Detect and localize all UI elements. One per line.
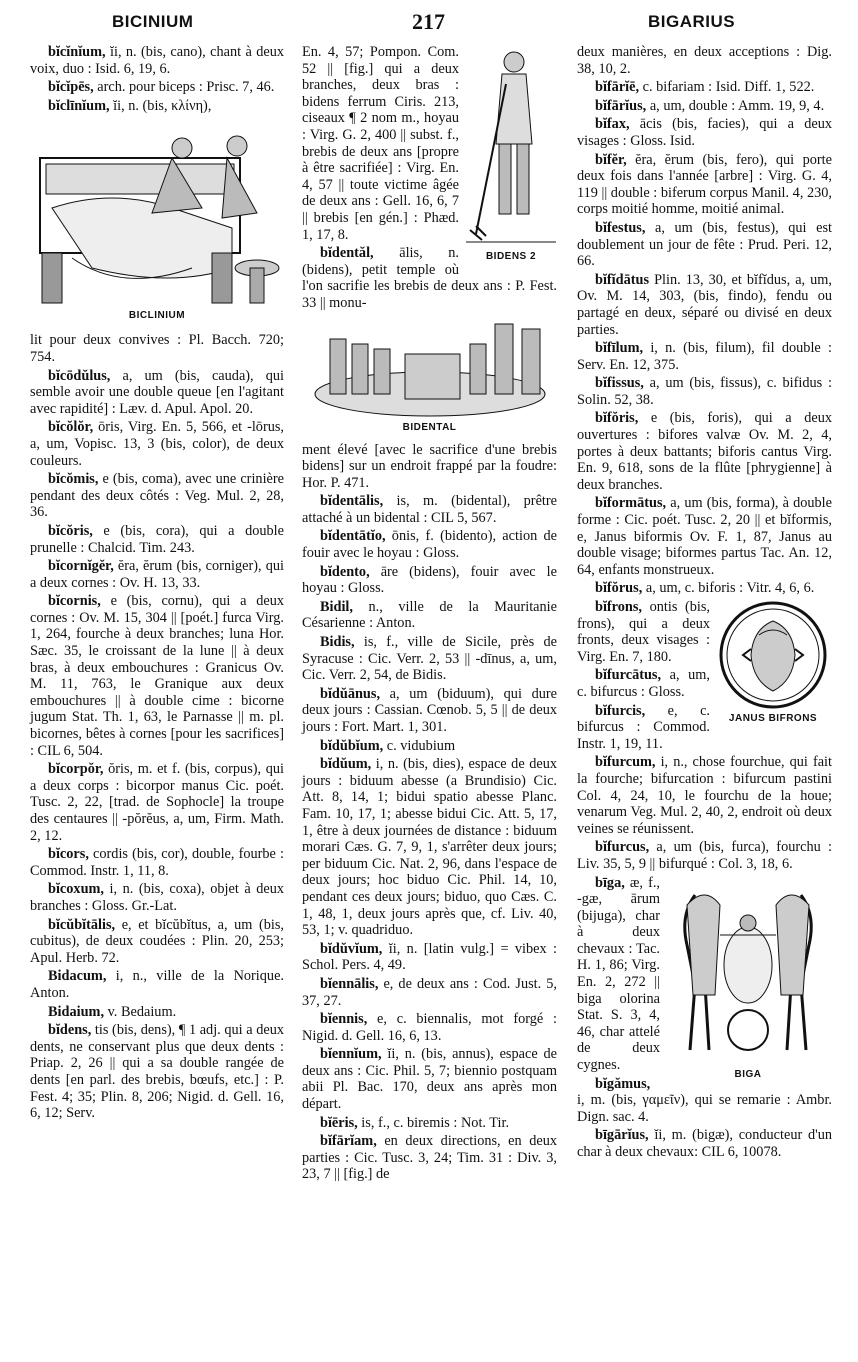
definition: is, m. (bidental), prêtre attaché à un bidental : CIL 5, 567.	[302, 493, 557, 526]
entry	[302, 738, 557, 755]
entry	[30, 917, 284, 967]
entry	[30, 968, 284, 1001]
entry	[302, 1133, 557, 1183]
definition: a, um, c. biforis : Vitr. 4, 6, 6.	[642, 580, 815, 597]
definition: a, um, double : Amm. 19, 9, 4.	[646, 97, 825, 114]
definition: c. bifariam : Isid. Diff. 1, 522.	[639, 79, 815, 96]
headword: bĭfurcum,	[595, 754, 656, 771]
definition: Plin. 13, 30, et bĭfĭdus, a, um, Ov. M. 14, 303, (bis, findo), fendu ou partagé en deux, séparé ou divisé en deux parties.	[577, 271, 832, 338]
definition: e, c. biennalis, mot forgé : Nigid. d. Gell. 16, 6, 13.	[302, 1011, 557, 1044]
entry	[30, 44, 284, 77]
headword: bĭfĭdātus	[595, 271, 650, 288]
definition: cordis (bis, cor), double, fourbe : Commod. Instr. 1, 11, 8.	[30, 846, 284, 879]
column-3	[577, 44, 832, 1163]
definition: en deux directions, en deux parties : Cic. Tusc. 3, 24; Tim. 31 : Div. 3, 23, 7 || [fig.] de	[302, 1133, 557, 1183]
bidens-drawing	[466, 44, 556, 249]
bidental-illustration	[302, 314, 557, 438]
entry	[577, 410, 832, 493]
entry	[577, 79, 832, 96]
headword: bĭfestus,	[595, 219, 646, 236]
definition: āre (bidens), fouir avec le hoyau : Gloss.	[302, 563, 557, 597]
definition: a, um (bis, forma), à double forme : Cic. poét. Tusc. 2, 20 || et bĭformis, e, Janus biformis Ov. F. 1, 87, Janus au double visage; biformes partus Tac. An. 12, 64, enfants monstrueux.	[577, 495, 832, 578]
column-2	[302, 44, 557, 1185]
headword: bĭfrons,	[595, 599, 643, 615]
definition: i, n., chose fourchue, qui fait la fourche; bifurcation : bifurcum pastini Col. 4, 24, 10, le fourchu de la houe; venarum Veg. Mul. 2, 40, 2, endroit où deux veines se réunissent.	[577, 754, 832, 837]
entry	[302, 564, 557, 597]
definition: ōris, Virg. En. 5, 566, et -lōrus, a, um, Vopisc. 13, 3 (bis, color), de deux couleurs.	[30, 419, 284, 469]
definition: is, f., c. biremis : Not. Tir.	[357, 1114, 510, 1131]
headword: bĭēris,	[320, 1114, 358, 1131]
entry	[302, 756, 557, 939]
definition: ĭi, n. (bis, cano), chant à deux voix, duo : Isid. 6, 19, 6.	[30, 44, 284, 77]
page-header	[0, 0, 858, 40]
headword: Bidacum,	[48, 968, 107, 985]
definition: is, f., ville de Sicile, près de Syracuse : Cic. Verr. 2, 53 || -dīnus, a, um, Cic. Verr. 2, 54, de Bidis.	[302, 634, 557, 684]
definition: ontis (bis, frons), qui a deux fronts, deux visages : Virg. En. 7, 180.	[577, 599, 710, 665]
headword: bĭcōdŭlus,	[48, 367, 111, 384]
headword: bĭfŏris,	[595, 410, 639, 427]
entry	[302, 1046, 557, 1112]
entry	[577, 375, 832, 408]
headword: bĭennis,	[320, 1011, 368, 1028]
entry-continued: ment élevé [avec le sacrifice d'une brebis bidens] sur un endroit frappé par la foudre: Hor. P. 471.	[302, 441, 557, 491]
entry	[577, 220, 832, 270]
entry	[30, 419, 284, 469]
entry	[302, 493, 557, 526]
headword: bĭfĕr,	[595, 151, 627, 168]
definition: e, et bĭcŭbĭtus, a, um (bis, cubitus), de deux coudées : Plin. 20, 253; Apul. Herb. 72.	[30, 916, 284, 966]
headword: bĭcŭbĭtālis,	[48, 916, 116, 933]
entry	[577, 1127, 832, 1160]
definition: a, um (bis, fissus), c. bifidus : Solin. 52, 38.	[577, 375, 832, 408]
entry	[30, 79, 284, 96]
definition: v. Bedaium.	[104, 1003, 177, 1020]
headword: bĭfurcus,	[595, 839, 650, 856]
definition: e, de deux ans : Cod. Just. 5, 37, 27.	[302, 975, 557, 1009]
entry	[30, 523, 284, 556]
entry	[30, 1022, 284, 1122]
figure-caption: BIDENTAL	[402, 421, 457, 433]
definition: a, um (bis, festus), qui est doublement un jour de fête : Prud. Peri. 12, 66.	[577, 219, 832, 270]
entry	[302, 599, 557, 632]
entry	[577, 754, 832, 837]
running-head-left: BICINIUM	[112, 12, 194, 31]
definition: a, um (bis, cauda), qui semble avoir une double queue [en l'agitant avec rapidité] : Læv. d. Apul. Apol. 20.	[30, 367, 284, 417]
headword: bĭdens,	[48, 1022, 92, 1039]
entry	[30, 761, 284, 844]
definition: tis (bis, dens), ¶ 1 adj. qui a deux dents, ne conservant plus que deux dents : Priap. 2, 26 || qui a sa double rangée de dents [en parl. des brebis, bœufs, etc.] : P. Fest. 4; 35; Plin. 8, 206; Nigid. d. Gell. 16, 6, 12; Serv.	[30, 1022, 284, 1122]
entry	[30, 593, 284, 759]
headword: bĭdentātĭo,	[320, 528, 386, 545]
definition: ŏris, m. et f. (bis, corpus), qui a deux corps : bicorpor manus Cic. poét. Tusc. 2, 22, [trad. de Sophocle] la troupe des centaures || -pŏrĕus, a, um, Firm. Math. 2, 12.	[30, 761, 284, 844]
definition: ĭi, n. (bis, annus), espace de deux ans : Cic. Phil. 5, 7; biennio postquam abii Pl. Bac. 170, deux ans après mon départ.	[302, 1046, 557, 1113]
definition: i, m. (bis, γαμεῖν), qui se remarie : Ambr. Dign. sac. 4.	[577, 1092, 832, 1125]
headword: bĭcŏris,	[48, 522, 93, 539]
definition: ĭi, n. [latin vulg.] = vibex : Schol. Pers. 4, 49.	[302, 940, 557, 974]
definition: n., ville de la Mauritanie Césarienne : Anton.	[302, 598, 557, 632]
definition: i, n. (bis, filum), fil double : Serv. En. 12, 375.	[577, 340, 832, 373]
entry	[30, 881, 284, 914]
page-number: 217	[412, 9, 445, 34]
entry	[302, 941, 557, 974]
definition: ĕra, ĕrum (bis, fero), qui porte deux fois dans l'année [arbre] : Virg. G. 4, 119 || double : biferum corpus Manil. 4, 230, corps moitié homme, moitié animal.	[577, 151, 832, 218]
entry	[302, 976, 557, 1009]
definition: ācis (bis, facies), qui a deux visages : Gloss. Isid.	[577, 116, 832, 149]
entry	[577, 839, 832, 872]
janus-bifrons-illustration	[714, 599, 832, 739]
headword: bĭfurcis,	[595, 702, 646, 719]
entry	[577, 495, 832, 578]
headword: bĭdŭānus,	[320, 685, 381, 702]
definition: a, um, c. bifurcus : Gloss.	[577, 667, 710, 700]
headword: bĭcĭnĭum,	[48, 44, 106, 60]
headword: bĭfŏrus,	[595, 580, 643, 597]
entry	[30, 1004, 284, 1021]
figure-caption: BIDENS 2	[485, 251, 537, 262]
entry-continued: deux manières, en deux acceptions : Dig. 38, 10, 2.	[577, 44, 832, 77]
definition: i, n. (bis, coxa), objet à deux branches : Gloss. Gr.-Lat.	[30, 881, 284, 914]
headword: bĭformātus,	[595, 495, 667, 512]
definition: ālis, n. (bidens), petit temple où l'on sacrifie les brebis de deux ans : P. Fest. 33 || monu-	[302, 245, 557, 311]
headword: bĭdentālis,	[320, 493, 384, 510]
headword: bĭdŭvĭum,	[320, 940, 383, 957]
biclinium-drawing	[32, 118, 282, 308]
headword: bĭennālis,	[320, 975, 379, 992]
definition: e (bis, foris), qui a deux ouvertures : bifores valvæ Ov. M. 2, 4, portes à deux battants; biforis cantus Virg. En. 9, 618, sons de la flûte [phrygienne] à deux branches.	[577, 410, 832, 493]
entry	[30, 558, 284, 591]
definition: c. vidubium	[383, 737, 456, 754]
headword: bĭennĭum,	[320, 1046, 382, 1063]
headword: bĭfax,	[595, 116, 630, 133]
headword: bĭcornĭgĕr,	[48, 558, 114, 575]
headword: bĭcŏmis,	[48, 471, 99, 488]
definition: ĭi, n. (bis, κλίνη),	[109, 97, 212, 114]
headword: bĭcorpŏr,	[48, 761, 104, 778]
definition: a, um (bis, furca), fourchu : Liv. 35, 5, 9 || bifurqué : Col. 3, 18, 6.	[577, 839, 832, 872]
entry	[577, 98, 832, 115]
definition: arch. pour biceps : Prisc. 7, 46.	[93, 79, 275, 96]
headword: Bidis,	[320, 634, 355, 651]
definition: i, n., ville de la Norique. Anton.	[30, 968, 284, 1001]
headword: bĭcors,	[48, 846, 89, 863]
headword: bĭfissus,	[595, 375, 644, 392]
definition: e, c. bifurcus : Commod. Instr. 1, 19, 11.	[577, 702, 710, 752]
entry	[577, 116, 832, 149]
entry	[577, 580, 832, 597]
headword: Bidaium,	[48, 1003, 105, 1020]
headword: bĭgămus,	[595, 1075, 651, 1092]
headword: bĭdento,	[320, 563, 370, 580]
entry	[30, 368, 284, 418]
entry	[302, 686, 557, 736]
entry	[30, 98, 284, 115]
headword: bĭclīnĭum,	[48, 97, 110, 114]
headword: bĭdŭum,	[320, 756, 372, 773]
biga-illustration	[664, 875, 832, 1085]
entry	[30, 846, 284, 879]
headword: bĭfurcātus,	[595, 667, 662, 684]
figure-caption: JANUS BIFRONS	[728, 713, 818, 724]
headword: bĭfārĭam,	[320, 1133, 377, 1150]
entry-continued: lit pour deux convives : Pl. Bacch. 720; 754.	[30, 332, 284, 365]
entry	[302, 1011, 557, 1044]
definition: a, um (biduum), qui dure deux jours : Cassian. Cœnob. 5, 5 || de deux jours : Fort. Mart. 1, 301.	[302, 685, 557, 735]
headword: bĭfārĭus,	[595, 97, 647, 114]
entry	[577, 340, 832, 373]
headword: bĭdentăl,	[320, 245, 374, 262]
entry	[577, 152, 832, 218]
definition: ĕra, ĕrum (bis, corniger), qui a deux cornes : Ov. H. 13, 33.	[30, 558, 284, 591]
entry	[30, 471, 284, 521]
entry	[577, 272, 832, 338]
entry	[302, 1115, 557, 1132]
headword: bĭcoxum,	[48, 881, 105, 898]
definition: æ, f., -gæ, ārum (bijuga), char à deux chevaux : Tac. H. 1, 86; Virg. En. 2, 272 || biga olorina Stat. S. 3, 4, 46, char attelé de deux cygnes.	[577, 874, 660, 1074]
column-1	[30, 44, 284, 1124]
entry-continued: En. 4, 57; Pompon. Com. 52 || [fig.] qui a deux branches, deux bras : bidens ferrum Ciris. 213, ciseaux ¶ 2 nom m., hoyau : Virg. G. 2, 400 || subst. f., brebis de deux ans [propre à être sacrifiée] : Virg. En. 4, 57 || toute victime âgée de deux ans : Gell. 16, 6, 7 || brebis [en gén.] : Phæd. 1, 17, 8.	[302, 44, 459, 243]
definition: ĭi, m. (bigæ), conducteur d'un char à deux chevaux: CIL 6, 10078.	[577, 1127, 832, 1160]
running-head-right: BIGARIUS	[648, 12, 736, 31]
headword: bīga,	[595, 874, 625, 891]
bidental-drawing	[310, 314, 550, 420]
headword: bĭcornis,	[48, 593, 101, 610]
definition: ōnis, f. (bidento), action de fouir avec le hoyau : Gloss.	[302, 528, 557, 562]
definition: i, n. (bis, dies), espace de deux jours : biduum abesse (a Brundisio) Cic. Att. 8, 14, 1; bidui spatio abesse Planc. Fam. 10, 17, 1; abesse bidui Cic. Att. 5, 17, 1, être à deux journées de distance : biduum morari Cæs. G. 7, 9, 1, s'arrêter deux jours; per biduum Cic. Nat. 2, 96, dans l'espace de deux jours; hoc biduo Cic. Phil. 14, 10, pendant ces deux jours; biduo, quo Cæs. C. 1, 48, 1, deux jours après que, cf. Liv. 40, 53, 1; v. quadriduo.	[302, 756, 557, 939]
headword: bĭfārĭē,	[595, 79, 640, 96]
headword: Bidil,	[320, 598, 353, 615]
headword: bĭdŭbĭum,	[320, 737, 384, 754]
definition: e (bis, coma), avec une crinière pendant des deux côtés : Veg. Mul. 2, 28, 36.	[30, 471, 284, 521]
headword: bīgārĭus,	[595, 1127, 649, 1144]
biga-drawing	[665, 875, 831, 1067]
bidens-illustration	[465, 44, 557, 269]
definition: e (bis, cora), qui a double prunelle : Chalcid. Tim. 243.	[30, 522, 284, 556]
figure-caption: BIGA	[734, 1068, 762, 1080]
janus-coin-drawing	[717, 599, 829, 711]
biclinium-illustration	[30, 118, 284, 326]
entry	[302, 528, 557, 561]
figure-caption: BICLINIUM	[128, 310, 186, 322]
entry	[302, 634, 557, 684]
definition: e (bis, cornu), qui a deux cornes : Ov. M. 15, 304 || [poét.] furca Virg. 1, 264, fourche à deux branches; luna Hor. Sæc. 35, le croissant de la lune || à deux bras, à deux embouchures : Granicus Ov. M. 11, 763, le Granique aux deux embouchures || à double cime : bicorne jugum Stat. Th. 1, 63, le Parnasse || m. pl. bicornes, bêtes à cornes [pour les sacrifices] : CIL 6, 504.	[30, 593, 284, 759]
headword: bĭcŏlŏr,	[48, 419, 94, 436]
headword: bĭcĭpēs,	[48, 79, 94, 96]
headword: bĭfīlum,	[595, 340, 644, 357]
